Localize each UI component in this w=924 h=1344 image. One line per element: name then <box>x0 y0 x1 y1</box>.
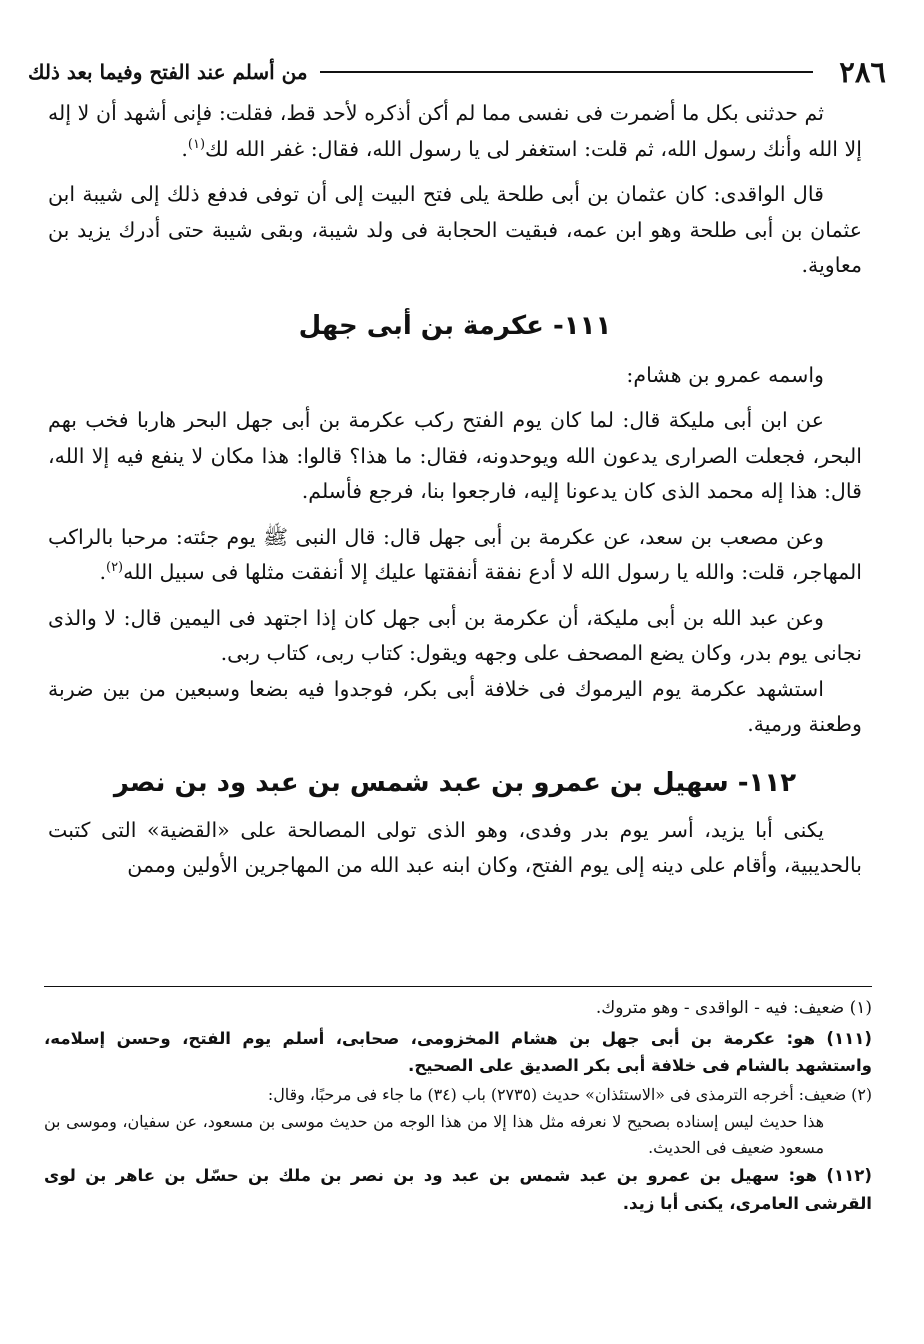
paragraph-1-text: ثم حدثنى بكل ما أضمرت فى نفسى مما لم أكن أذكره لأحد قط، فقلت: فإنى أشهد أن لا إله إلا الله وأنك رسول الله، ثم قلت: استغفر لى يا رسول الله، فقال: غفر الله لك <box>48 101 862 161</box>
section-heading-112: ١١٢- سهيل بن عمرو بن عبد شمس بن عبد ود بن نصر <box>113 767 797 798</box>
footnote-1: (١) ضعيف: فيه - الواقدى - وهو متروك. <box>595 998 872 1018</box>
footnote-111: (١١١) هو: عكرمة بن أبى جهل بن هشام المخزومى، صحابى، أسلم يوم الفتح، وحسن إسلامه، واستشهد بالشام فى خلافة أبى بكر الصديق على الصحيح. <box>44 1028 872 1075</box>
footnote-2-continuation: هذا حديث ليس إسناده بصحيح لا نعرفه مثل هذا إلا من هذا الوجه من حديث موسى بن مسعود، عن سفيان، وموسى بن مسعود ضعيف فى الحديث. <box>44 1112 824 1157</box>
header-title: من أسلم عند الفتح وفيما بعد ذلك <box>28 60 308 84</box>
footnote-112: (١١٢) هو: سهيل بن عمرو بن عبد شمس بن عبد ود بن نصر بن ملك بن حسّل بن عاهر بن لوى القرشى العامرى، يكنى أبا زيد. <box>44 1166 872 1213</box>
running-header <box>28 52 886 92</box>
header-rule <box>320 71 814 73</box>
main-text <box>48 96 862 884</box>
paragraph-7: استشهد عكرمة يوم اليرموك فى خلافة أبى بكر، فوجدوا فيه بضعا وسبعين من بين ضربة وطعنة ورمية. <box>48 676 862 736</box>
footnote-2: (٢) ضعيف: أخرجه الترمذى فى «الاستئذان» حديث (٢٧٣٥) باب (٣٤) ما جاء فى مرحبًا، وقال: <box>267 1084 872 1104</box>
paragraph-2: قال الواقدى: كان عثمان بن أبى طلحة يلى فتح البيت إلى أن توفى فدفع ذلك إلى شيبة ابن عثمان بن أبى طلحة وهو ابن عمه، فبقيت الحجابة فى ولد شيبة، وبقى شيبة حتى أدرك يزيد بن معاوية. <box>48 182 862 277</box>
footnote-ref-2: (٢) <box>105 560 124 576</box>
footnotes <box>44 986 872 1219</box>
page-number: ٢٨٦ <box>839 55 886 89</box>
paragraph-6: وعن عبد الله بن أبى مليكة، أن عكرمة بن أبى جهل كان إذا اجتهد فى اليمين قال: لا والذى نجانى يوم بدر، وكان يضع المصحف على وجهه ويقول: كتاب ربى، كتاب ربى. <box>48 605 862 665</box>
footnote-ref-1: (١) <box>187 136 206 152</box>
paragraph-3: واسمه عمرو بن هشام: <box>626 362 824 387</box>
paragraph-1: ثم حدثنى بكل ما أضمرت فى نفسى مما لم أكن أذكره لأحد قط، فقلت: فإنى أشهد أن لا إله إلا الله وأنك رسول الله، ثم قلت: استغفر لى يا رسول الله، فقال: غفر الله لك$^{(١)}$. <box>48 101 862 161</box>
paragraph-5-text: وعن مصعب بن سعد، عن عكرمة بن أبى جهل قال: قال النبى ﷺ يوم جئته: مرحبا بالراكب المهاجر، قلت: والله يا رسول الله لا أدع نفقة أنفقتها عليك إلا أنفقت مثلها فى سبيل الله <box>48 524 862 584</box>
section-heading-111: ١١١- عكرمة بن أبى جهل <box>298 310 612 341</box>
paragraph-5: وعن مصعب بن سعد، عن عكرمة بن أبى جهل قال: قال النبى ﷺ يوم جئته: مرحبا بالراكب المهاجر، قلت: والله يا رسول الله لا أدع نفقة أنفقتها عليك إلا أنفقت مثلها فى سبيل الله$^{(٢)}$. <box>48 524 862 584</box>
paragraph-8: يكنى أبا يزيد، أسر يوم بدر وفدى، وهو الذى تولى المصالحة على «القضية» التى كتبت بالحديبية، وأقام على دينه إلى يوم الفتح، وكان ابنه عبد الله من المهاجرين الأولين وممن <box>48 817 862 877</box>
paragraph-4: عن ابن أبى مليكة قال: لما كان يوم الفتح ركب عكرمة بن أبى جهل البحر هاربا فخب بهم البحر، فجعلت الصرارى يدعون الله ويوحدونه، فقال: ما هذا؟ قالوا: هذا مكان لا ينفع فيه إلا الله، قال: هذا إله محمد الذى كان يدعونا إليه، فارجعوا بنا، فرجع فأسلم. <box>48 408 862 503</box>
